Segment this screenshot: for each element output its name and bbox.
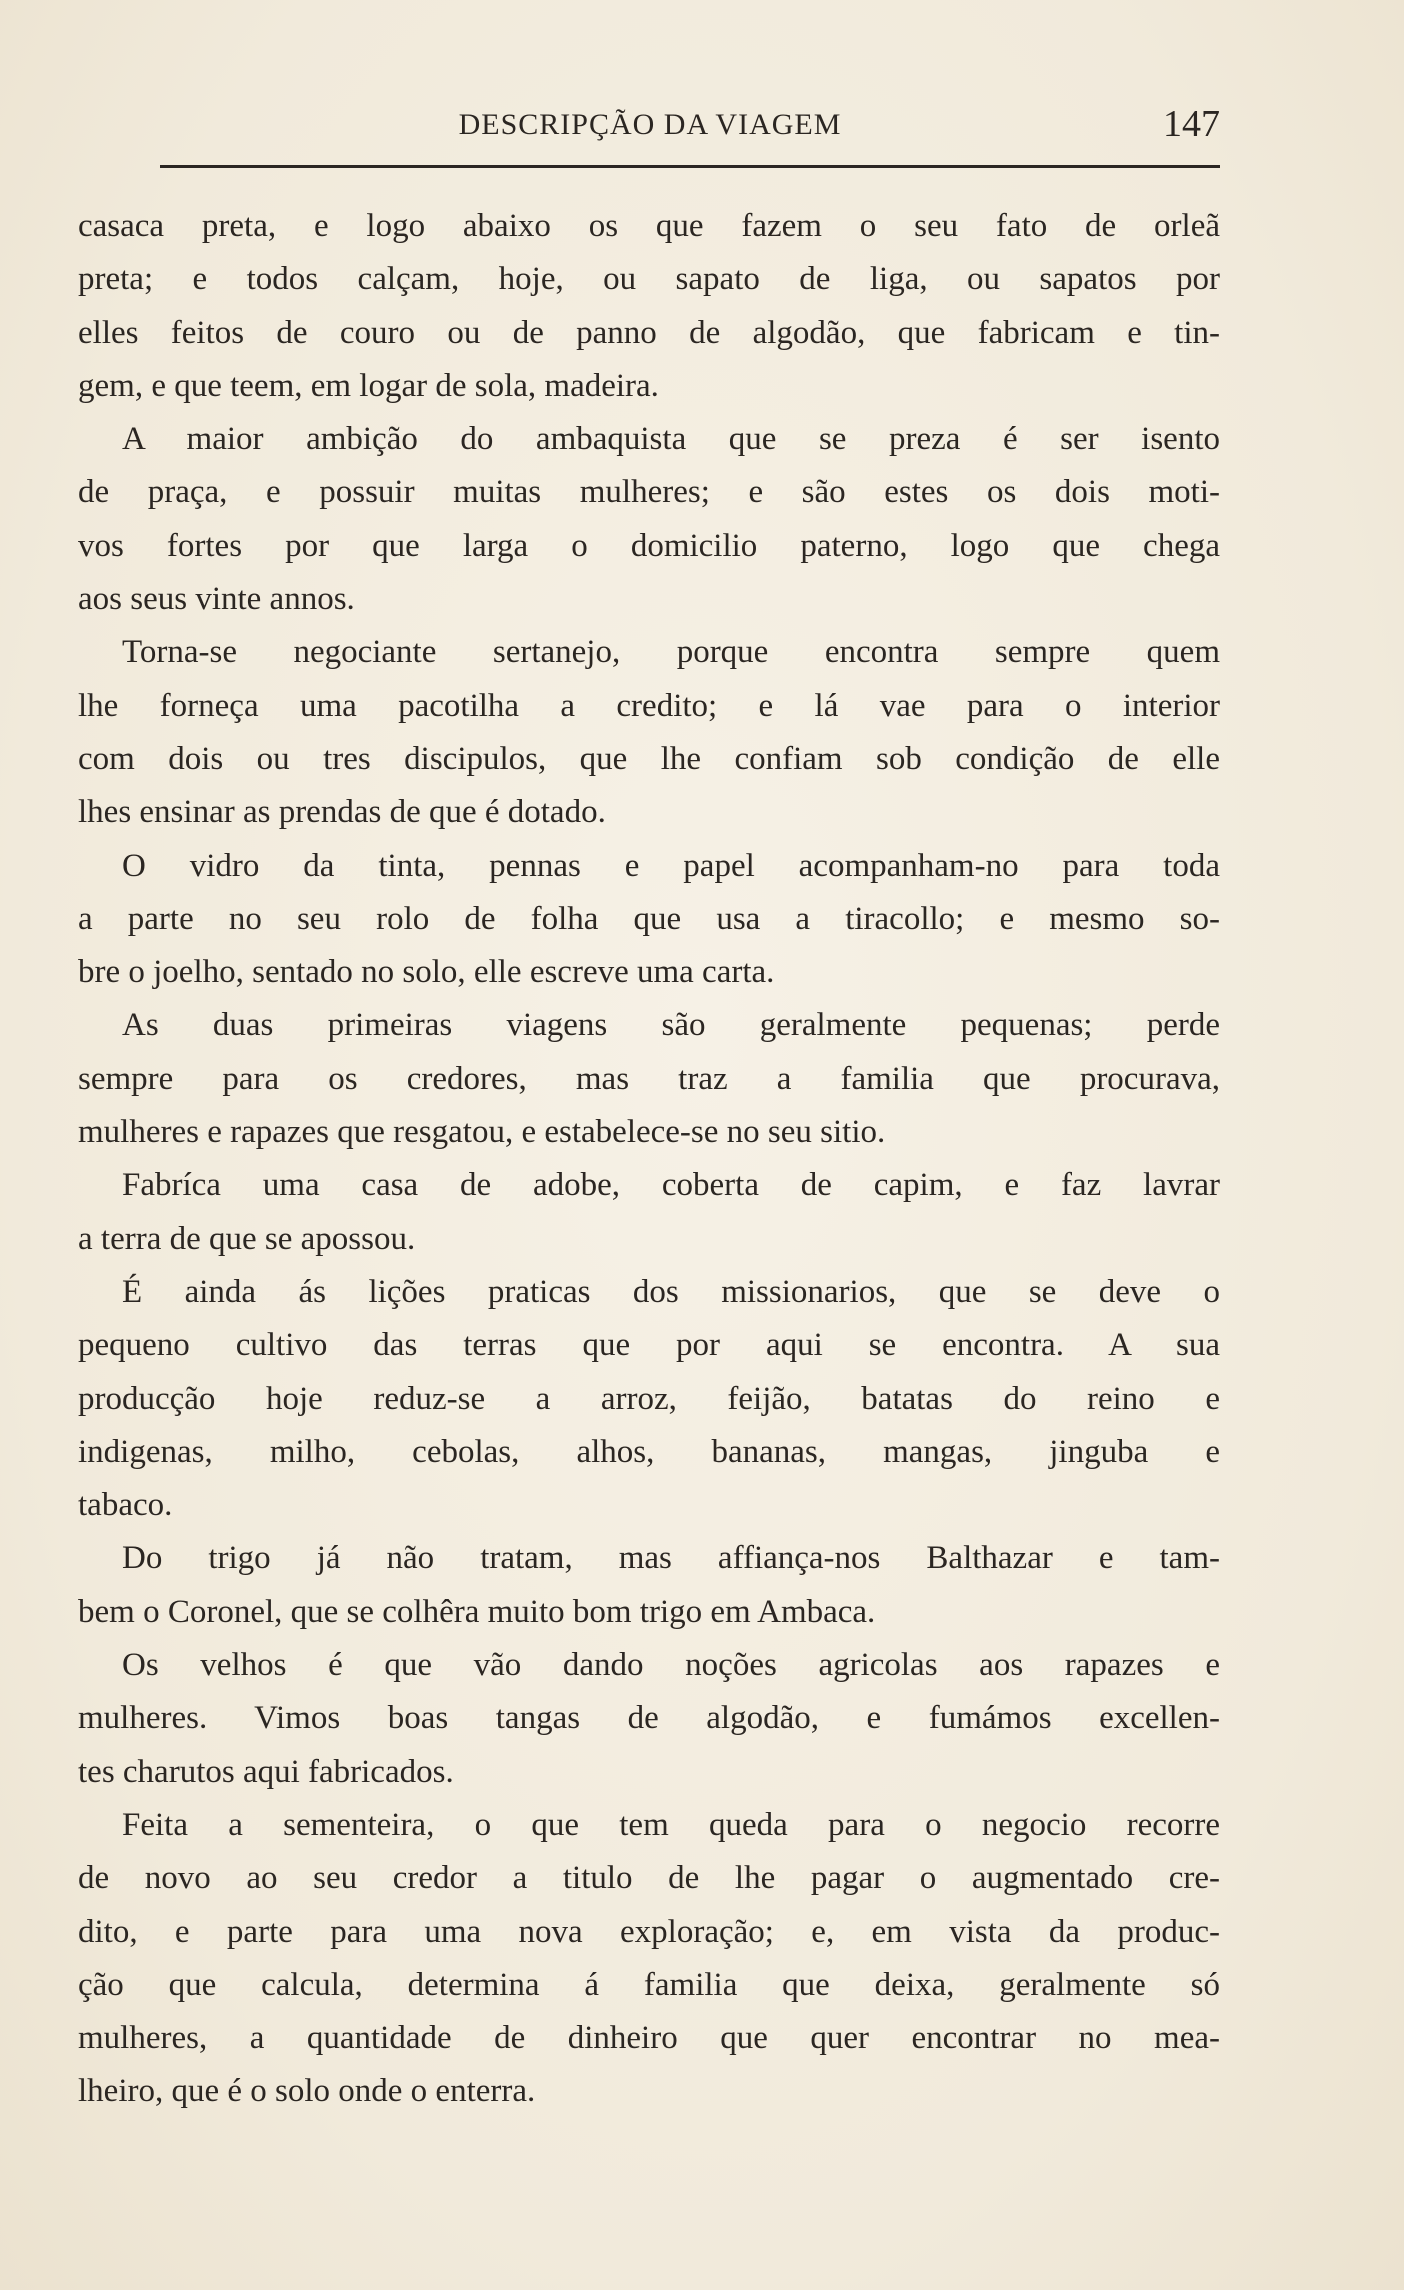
paragraph-start-line: Do trigo já não tratam, mas affiança-nos Balthazar e tam- <box>122 1540 1220 1577</box>
text-line: dito, e parte para uma nova exploração; e, em vista da produc- <box>78 1913 1220 1950</box>
text-line: preta; e todos calçam, hoje, ou sapato de liga, ou sapatos por <box>78 261 1220 298</box>
text-line: de novo ao seu credor a titulo de lhe pagar o augmentado cre- <box>78 1860 1220 1897</box>
paragraph-start-line: O vidro da tinta, pennas e papel acompanham-no para toda <box>122 847 1220 884</box>
paragraph-start-line: Os velhos é que vão dando noções agricolas aos rapazes e <box>122 1647 1220 1684</box>
text-line: gem, e que teem, em logar de sola, madeira. <box>78 367 659 404</box>
paragraph-start-line: A maior ambição do ambaquista que se preza é ser isento <box>122 421 1220 458</box>
text-line: lhe forneça uma pacotilha a credito; e lá vae para o interior <box>78 687 1220 724</box>
text-line: vos fortes por que larga o domicilio paterno, logo que chega <box>78 527 1220 564</box>
text-line: a terra de que se apossou. <box>78 1220 416 1257</box>
page-number: 147 <box>1163 103 1220 145</box>
paragraph-start-line: As duas primeiras viagens são geralmente pequenas; perde <box>122 1007 1220 1044</box>
text-line: aos seus vinte annos. <box>78 581 355 618</box>
text-line: tabaco. <box>78 1487 173 1524</box>
text-line: sempre para os credores, mas traz a familia que procurava, <box>78 1060 1220 1097</box>
paragraph-start-line: Torna-se negociante sertanejo, porque encontra sempre quem <box>122 634 1220 671</box>
text-line: bem o Coronel, que se colhêra muito bom trigo em Ambaca. <box>78 1593 876 1630</box>
header-rule <box>160 165 1220 168</box>
text-line: tes charutos aqui fabricados. <box>78 1753 454 1790</box>
text-line: lhes ensinar as prendas de que é dotado. <box>78 794 606 831</box>
text-line: mulheres. Vimos boas tangas de algodão, e fumámos excellen- <box>78 1700 1220 1737</box>
text-line: a parte no seu rolo de folha que usa a tiracollo; e mesmo so- <box>78 900 1220 937</box>
paragraph-start-line: Feita a sementeira, o que tem queda para o negocio recorre <box>122 1806 1220 1843</box>
running-head <box>80 100 1220 156</box>
text-line: bre o joelho, sentado no solo, elle escreve uma carta. <box>78 954 775 991</box>
text-line: pequeno cultivo das terras que por aqui se encontra. A sua <box>78 1327 1220 1364</box>
text-line: elles feitos de couro ou de panno de algodão, que fabricam e tin- <box>78 314 1220 351</box>
text-line: indigenas, milho, cebolas, alhos, bananas, mangas, jinguba e <box>78 1433 1220 1470</box>
text-line: producção hoje reduz-se a arroz, feijão, batatas do reino e <box>78 1380 1220 1417</box>
text-line: lheiro, que é o solo onde o enterra. <box>78 2073 536 2110</box>
paragraph-start-line: É ainda ás lições praticas dos missionarios, que se deve o <box>122 1273 1220 1310</box>
text-line: ção que calcula, determina á familia que deixa, geralmente só <box>78 1966 1220 2003</box>
text-line: de praça, e possuir muitas mulheres; e são estes os dois moti- <box>78 474 1220 511</box>
body-text <box>78 200 1220 2119</box>
paragraph-start-line: Fabríca uma casa de adobe, coberta de capim, e faz lavrar <box>122 1167 1220 1204</box>
text-line: mulheres e rapazes que resgatou, e estabelece-se no seu sitio. <box>78 1114 886 1151</box>
running-title: DESCRIPÇÃO DA VIAGEM <box>458 108 842 141</box>
text-line: mulheres, a quantidade de dinheiro que quer encontrar no mea- <box>78 2020 1220 2057</box>
text-line: com dois ou tres discipulos, que lhe confiam sob condição de elle <box>78 740 1220 777</box>
text-line: casaca preta, e logo abaixo os que fazem o seu fato de orleã <box>78 208 1220 244</box>
